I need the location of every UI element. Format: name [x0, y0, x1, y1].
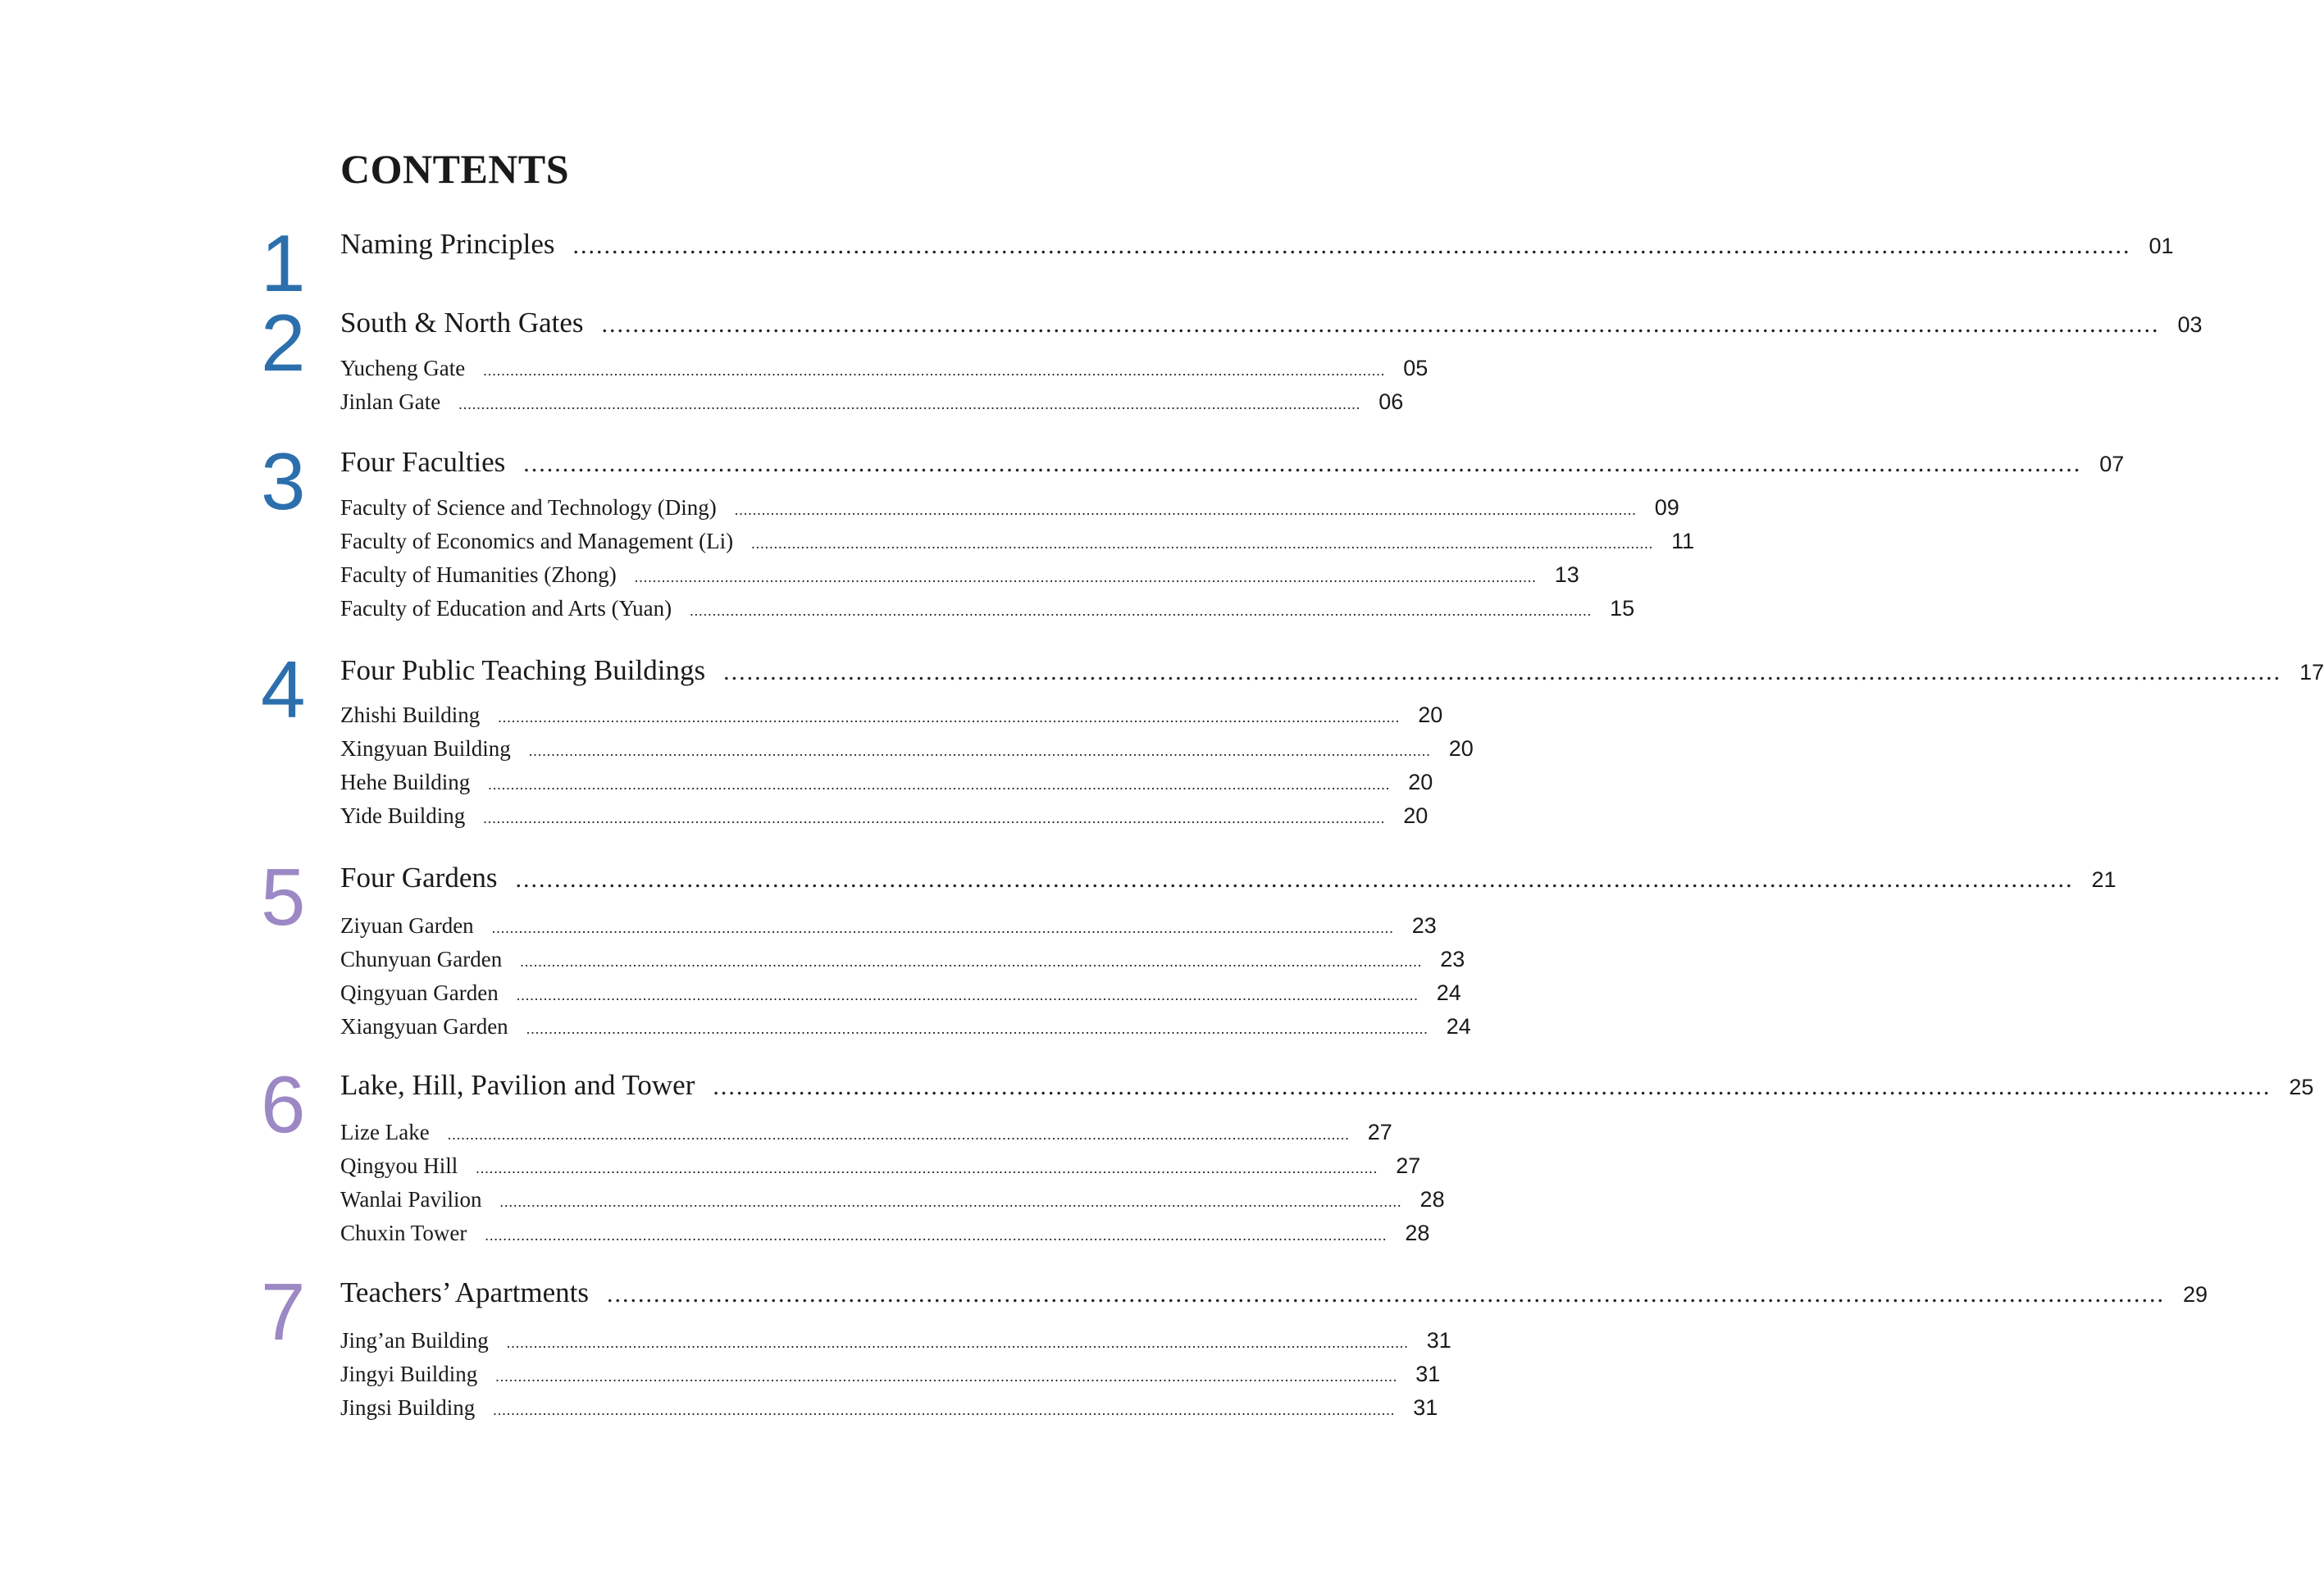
toc-subentry-label: Yucheng Gate [340, 356, 466, 380]
toc-subentry-wanlai-pavilion[interactable] [340, 1187, 1445, 1212]
page-number: 20 [1418, 703, 1443, 727]
toc-subentry-jinlan-gate[interactable] [340, 389, 1404, 415]
toc-subentry-label: Zhishi Building [340, 703, 481, 727]
page-number: 09 [1654, 495, 1679, 520]
section-number-1: 1 [261, 218, 306, 308]
toc-subentry-label: Qingyou Hill [340, 1153, 458, 1178]
page-number: 07 [2099, 452, 2125, 476]
dot-leader: ........................................................................................................................................................................................................ [523, 450, 2082, 477]
dot-leader: ........................................................................................................................................................................................................ [520, 953, 1423, 970]
page-number: 27 [1367, 1120, 1392, 1144]
toc-entry-lake-hill-pavilion-tower[interactable] [340, 1069, 2314, 1102]
dot-leader: ........................................................................................................................................................................................................ [734, 502, 1637, 518]
page-number: 31 [1426, 1328, 1451, 1353]
toc-subentry-qingyuan-garden[interactable] [340, 980, 1461, 1006]
toc-subentry-label: Jing’an Building [340, 1328, 489, 1353]
dot-leader: ........................................................................................................................................................................................................ [601, 311, 2160, 338]
page-title: CONTENTS [340, 146, 570, 192]
toc-subentry-label: Jinlan Gate [340, 389, 441, 414]
dot-leader: ........................................................................................................................................................................................................ [493, 1402, 1396, 1418]
dot-leader: ........................................................................................................................................................................................................ [572, 232, 2131, 259]
page-number: 11 [1671, 529, 1695, 553]
section-number-2: 2 [261, 298, 306, 388]
page-number: 20 [1403, 803, 1429, 828]
toc-entry-four-faculties[interactable] [340, 446, 2125, 479]
toc-entry-title: Four Faculties [340, 446, 506, 478]
dot-leader: ........................................................................................................................................................................................................ [483, 810, 1386, 826]
dot-leader: ........................................................................................................................................................................................................ [526, 1021, 1429, 1037]
page-number: 31 [1413, 1395, 1438, 1420]
toc-subentry-education-arts[interactable] [340, 596, 1635, 621]
toc-entry-title: South & North Gates [340, 307, 584, 339]
section-number-7: 7 [261, 1267, 306, 1357]
page-number: 01 [2149, 234, 2174, 258]
toc-subentry-label: Xiangyuan Garden [340, 1014, 508, 1039]
page-number: 29 [2183, 1282, 2208, 1307]
dot-leader: ........................................................................................................................................................................................................ [476, 1160, 1378, 1176]
toc-subentry-zhishi-building[interactable] [340, 703, 1443, 728]
section-number-4: 4 [261, 644, 306, 735]
toc-subentry-label: Ziyuan Garden [340, 913, 474, 938]
dot-leader: ........................................................................................................................................................................................................ [458, 396, 1361, 412]
page-number: 15 [1610, 596, 1635, 621]
dot-leader: ........................................................................................................................................................................................................ [485, 1227, 1388, 1244]
toc-subentry-label: Wanlai Pavilion [340, 1187, 482, 1212]
page-number: 23 [1440, 947, 1465, 971]
toc-subentry-label: Yide Building [340, 803, 466, 828]
dot-leader: ........................................................................................................................................................................................................ [491, 920, 1394, 936]
dot-leader: ........................................................................................................................................................................................................ [483, 362, 1386, 379]
toc-subentry-xingyuan-building[interactable] [340, 736, 1474, 762]
toc-subentry-label: Faculty of Economics and Management (Li) [340, 529, 734, 553]
toc-subentry-label: Faculty of Education and Arts (Yuan) [340, 596, 672, 621]
dot-leader: ........................................................................................................................................................................................................ [516, 987, 1419, 1003]
toc-subentry-label: Qingyuan Garden [340, 980, 499, 1005]
toc-subentry-ziyuan-garden[interactable] [340, 913, 1437, 939]
toc-subentry-lize-lake[interactable] [340, 1120, 1392, 1145]
toc-subentry-label: Faculty of Humanities (Zhong) [340, 562, 617, 587]
toc-subentry-xiangyuan-garden[interactable] [340, 1014, 1471, 1039]
page-number: 03 [2177, 312, 2203, 337]
page-number: 23 [1411, 913, 1437, 938]
toc-entry-four-gardens[interactable] [340, 862, 2117, 894]
dot-leader: ........................................................................................................................................................................................................ [488, 776, 1391, 793]
dot-leader: ........................................................................................................................................................................................................ [528, 743, 1431, 759]
page-number: 24 [1436, 980, 1461, 1005]
dot-leader: ........................................................................................................................................................................................................ [499, 1194, 1402, 1210]
toc-subentry-label: Jingyi Building [340, 1362, 478, 1386]
toc-entry-title: Four Gardens [340, 862, 498, 894]
section-number-5: 5 [261, 852, 306, 942]
dot-leader: ........................................................................................................................................................................................................ [607, 1281, 2166, 1308]
page-number: 21 [2091, 867, 2117, 892]
toc-entry-title: Teachers’ Apartments [340, 1276, 590, 1308]
toc-entry-naming-principles[interactable] [340, 228, 2174, 261]
page-number: 20 [1448, 736, 1474, 761]
toc-subentry-jingsi-building[interactable] [340, 1395, 1438, 1421]
dot-leader: ........................................................................................................................................................................................................ [506, 1335, 1409, 1351]
toc-entry-south-north-gates[interactable] [340, 307, 2203, 339]
toc-subentry-label: Hehe Building [340, 770, 471, 794]
page-number: 05 [1403, 356, 1429, 380]
toc-entry-title: Lake, Hill, Pavilion and Tower [340, 1069, 695, 1101]
dot-leader: ........................................................................................................................................................................................................ [751, 535, 1654, 552]
section-number-3: 3 [261, 436, 306, 526]
toc-entry-teachers-apartments[interactable] [340, 1276, 2208, 1309]
toc-subentry-label: Chunyuan Garden [340, 947, 503, 971]
dot-leader: ........................................................................................................................................................................................................ [498, 709, 1401, 726]
page-number: 28 [1419, 1187, 1445, 1212]
page-number: 25 [2289, 1075, 2314, 1099]
toc-entry-title: Four Public Teaching Buildings [340, 654, 706, 686]
toc-subentry-hehe-building[interactable] [340, 770, 1433, 795]
toc-subentry-label: Chuxin Tower [340, 1221, 467, 1245]
dot-leader: ........................................................................................................................................................................................................ [634, 569, 1537, 585]
toc-subentry-jingan-building[interactable] [340, 1328, 1451, 1353]
dot-leader: ........................................................................................................................................................................................................ [690, 603, 1593, 619]
toc-subentry-label: Lize Lake [340, 1120, 430, 1144]
toc-subentry-label: Xingyuan Building [340, 736, 511, 761]
toc-subentry-humanities[interactable] [340, 562, 1579, 588]
toc-entry-title: Naming Principles [340, 228, 555, 260]
page-number: 13 [1554, 562, 1579, 587]
section-number-6: 6 [261, 1059, 306, 1149]
page-number: 27 [1396, 1153, 1421, 1178]
toc-subentry-yucheng-gate[interactable] [340, 356, 1429, 381]
toc-subentry-chuxin-tower[interactable] [340, 1221, 1430, 1246]
page-number: 31 [1415, 1362, 1441, 1386]
dot-leader: ........................................................................................................................................................................................................ [447, 1126, 1350, 1143]
dot-leader: ........................................................................................................................................................................................................ [495, 1368, 1398, 1385]
page-number: 24 [1446, 1014, 1471, 1039]
page-number: 17 [2299, 660, 2324, 685]
toc-subentry-chunyuan-garden[interactable] [340, 947, 1465, 972]
toc-subentry-science-technology[interactable] [340, 495, 1679, 521]
toc-subentry-label: Jingsi Building [340, 1395, 476, 1420]
page-number: 06 [1378, 389, 1404, 414]
toc-subentry-yide-building[interactable] [340, 803, 1429, 829]
dot-leader: ........................................................................................................................................................................................................ [515, 866, 2074, 893]
dot-leader: ........................................................................................................................................................................................................ [713, 1073, 2272, 1100]
dot-leader: ........................................................................................................................................................................................................ [723, 658, 2282, 685]
page-number: 28 [1405, 1221, 1430, 1245]
toc-subentry-economics-management[interactable] [340, 529, 1695, 554]
page-number: 20 [1408, 770, 1433, 794]
toc-subentry-label: Faculty of Science and Technology (Ding) [340, 495, 717, 520]
toc-subentry-qingyou-hill[interactable] [340, 1153, 1421, 1179]
toc-subentry-jingyi-building[interactable] [340, 1362, 1441, 1387]
toc-entry-teaching-buildings[interactable] [340, 654, 2324, 687]
